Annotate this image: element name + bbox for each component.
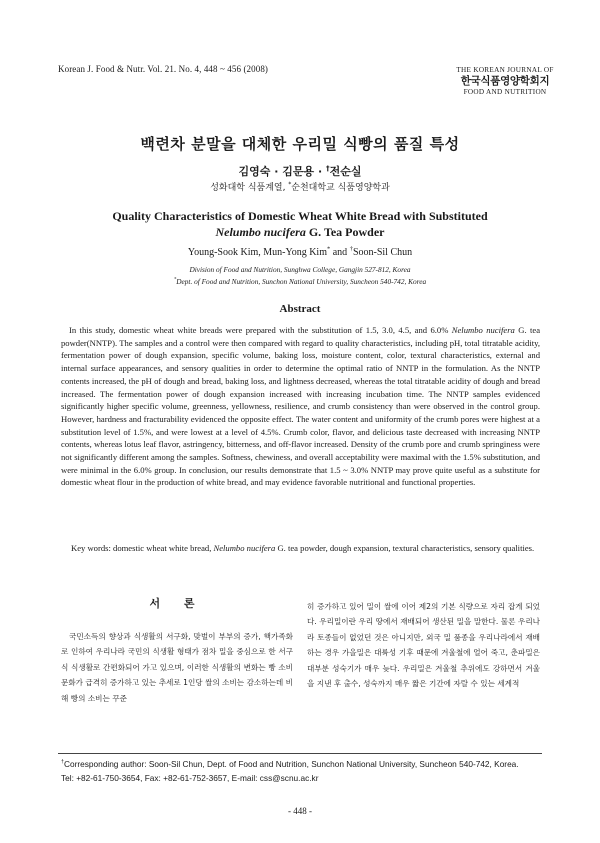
english-author-group-1: Young-Sook Kim, Mun-Yong Kim <box>187 247 327 258</box>
abstract-body <box>61 324 540 489</box>
korean-authors-separator: · <box>314 165 326 178</box>
korean-affiliations <box>0 180 600 193</box>
english-affiliation-1: Division of Food and Nutrition, Sunghwa College, Gangjin 527-812, Korea <box>189 265 411 274</box>
author-conjunction: and <box>330 247 350 258</box>
korean-corresponding-author: 전순실 <box>329 165 362 178</box>
keywords-text-rest: G. tea powder, dough expansion, textural characteristics, sensory qualities. <box>275 543 535 553</box>
keywords <box>71 542 593 555</box>
author-corresponding-mark: † <box>349 245 353 253</box>
corresponding-mark: † <box>325 163 330 173</box>
introduction-paragraph-right: 히 증가하고 있어 밀이 쌀에 이어 제2의 기본 식량으로 자리 잡게 되었다. 우리밀이란 우리 땅에서 재배되어 생산된 밀을 말한다. 물론 우리나라 토종들이 없었던 것은 아니지만, 외국 밀 품종을 우리나라에서 재배하는 경우 가을밀은 대륙성 기후 때문에 겨울철에 얼어 죽고, 춘파밀은 대부분 성숙기가 매우 늦다. 우리밀은 겨울철 추위에도 강하면서 겨울을 지낸 후 출수, 성숙까지 매우 짧은 기간에 자랄 수 있는 세계적 <box>307 602 540 689</box>
english-affiliation-2-line <box>0 276 600 288</box>
korean-affiliation-1: 성화대학 식품계열, <box>210 183 286 193</box>
body-right-column <box>307 599 540 691</box>
author-affiliation-mark: * <box>326 245 331 253</box>
footnote-line-1 <box>61 757 561 771</box>
korean-affiliation-2: 순천대학교 식품영양학과 <box>291 183 390 193</box>
body-left-column <box>61 595 293 706</box>
english-title-rest: G. Tea Powder <box>305 225 385 239</box>
korean-authors <box>0 163 600 179</box>
corresponding-footnote <box>61 757 561 785</box>
korean-title: 백련차 분말을 대체한 우리밀 식빵의 품질 특성 <box>140 135 460 153</box>
journal-citation: Korean J. Food & Nutr. Vol. 21. No. 4, 448 ~ 456 (2008) <box>58 64 269 74</box>
footnote-line-2: Tel: +82-61-750-3654, Fax: +82-61-752-3657, E-mail: css@scnu.ac.kr <box>61 773 319 783</box>
english-corresponding-author: Soon-Sil Chun <box>352 247 413 258</box>
english-title <box>0 208 600 240</box>
english-authors <box>0 247 600 258</box>
abstract-heading: Abstract <box>279 303 321 315</box>
masthead-line-1: THE KOREAN JOURNAL OF <box>456 66 554 74</box>
abstract-species: Nelumbo nucifera <box>451 325 515 335</box>
english-title-line-2 <box>0 224 600 240</box>
keywords-text-start: domestic wheat white bread, <box>110 543 214 553</box>
introduction-paragraph-left: 국민소득의 향상과 식생활의 서구화, 맞벌이 부부의 증가, 핵가족화로 인하여 우리나라 국민의 식생활 형태가 점차 밀을 중심으로 한 서구식 식생활로 간편화되어 가고 있으며, 이러한 식생활의 변화는 빵 소비 문화가 급격히 증가하고 있는 추세로 1인당 쌀의 소비는 감소하는데 비해 빵의 소비는 꾸준 <box>61 632 293 703</box>
affiliation-mark: * <box>288 182 292 188</box>
footnote-divider <box>58 753 542 754</box>
footnote-mark: † <box>61 759 64 766</box>
english-affiliations <box>0 264 600 288</box>
masthead-korean-title: 한국식품영양학회지 <box>460 75 550 87</box>
journal-masthead <box>455 66 555 97</box>
english-affiliation-2: Dept. of Food and Nutrition, Sunchon National University, Suncheon 540-742, Korea <box>176 277 427 286</box>
abstract-text-start: In this study, domestic wheat white breads were prepared with the substitution of 1.5, 3.0, 4.5, and 6.0% <box>69 325 452 335</box>
english-affiliation-mark: * <box>173 277 177 283</box>
english-title-species: Nelumbo nucifera <box>215 225 306 239</box>
english-title-line-1: Quality Characteristics of Domestic Wheat White Bread with Substituted <box>112 209 488 223</box>
masthead-line-3: FOOD AND NUTRITION <box>463 88 547 96</box>
page-number: - 448 - <box>288 806 312 816</box>
introduction-heading: 서 론 <box>149 597 205 610</box>
abstract-text-rest: G. tea powder(NNTP). The samples and a control were then compared with regard to quality characteristics, including pH, total titratable acidity, fermentation power of dough expansion, specific volume, baking loss, moisture content, color, textural characteristics, external and internal surface appearances, and sensory qualities in order to determine the optimal ratio of NNTP in the formulation. As the NNTP contents increased, the pH of dough and bread, baking loss, and lightness decreased, whereas the total titratable acidity of dough and bread increased. The fermentation power of dough expansion increased with increasing incubation time. The NNTP samples evidenced significantly higher specific volume, greenness, yellowness, resilience, and crumb consistency than were observed in the control group. However, hardness and fracturability evidenced the opposite effect. The water content and uniformity of the crumb pores were highest at a substitution level of 1.5%, and were lowest at a level of 4.5%. Crumb color, flavor, and delicious taste decreased with increasing NNTP contents, whereas lotus leaf flavor, astringency, bitterness, and off-flavor increased. Density of the crumb pore and crumb springiness were not significantly different among the samples. Softness, chewiness, and overall acceptability were maximal with the 1.5% substitution, and were minimal in the 6.0% group. In conclusion, our results demonstrate that 1.5 ~ 3.0% NNTP may prove quite useful as a substitute for domestic wheat flour in the production of white bread, and may evidence favorable nutritional and functional properties. <box>61 325 541 488</box>
keywords-label: Key words: <box>71 543 111 553</box>
korean-authors-list: 김영숙 · 김문용 <box>238 165 315 178</box>
keywords-species: Nelumbo nucifera <box>213 543 276 553</box>
footnote-author-info: Corresponding author: Soon-Sil Chun, Dept. of Food and Nutrition, Sunchon National University, Suncheon 540-742, Korea. <box>64 759 519 769</box>
